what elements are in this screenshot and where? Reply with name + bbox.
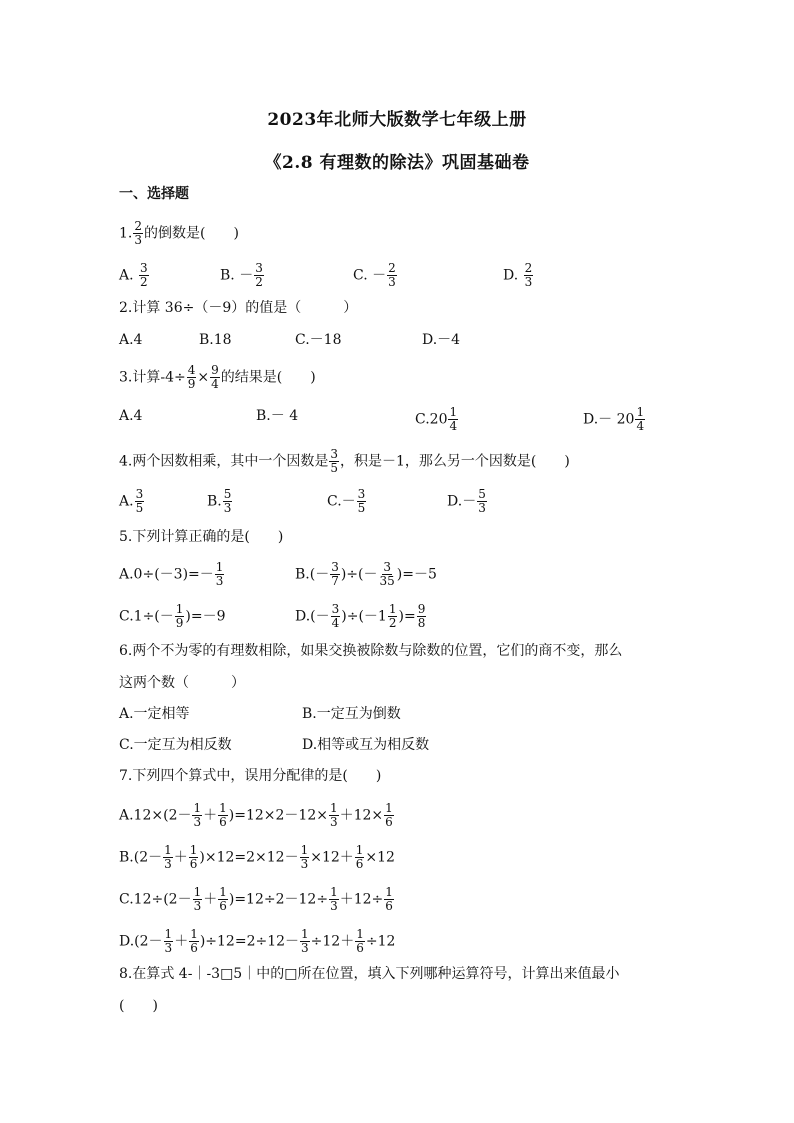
option-d[interactable]: D.(2－ $\frac{1}{3}$ ＋ $\frac{1}{6}$ )÷12=2÷12－ $\frac{1}{3}$ ÷12＋ $\frac{1}{6}$ ÷12 (119, 927, 396, 955)
option-a[interactable]: A. $\frac{3}{2}$ (119, 261, 148, 289)
worksheet-subtitle: 《2.8 有理数的除法》巩固基础卷 (264, 153, 530, 173)
question-1-options (119, 261, 719, 289)
question-1: 1. $\frac{2}{3}$ 的倒数是( ) (119, 219, 239, 247)
option-a[interactable]: A.0÷(－3)=－ $\frac{1}{3}$ (119, 560, 224, 588)
option-a[interactable]: A. $\frac{3}{5}$ (119, 487, 144, 515)
question-3: 3.计算-4÷ $\frac{4}{9}$ × $\frac{9}{4}$ 的结果是( ) (119, 363, 316, 391)
question-3-options (119, 405, 679, 433)
option-b[interactable]: B.一定互为倒数 (302, 706, 401, 722)
question-5: 5.下列计算正确的是( ) (119, 529, 284, 545)
option-a[interactable]: A.12×(2－ $\frac{1}{3}$ ＋ $\frac{1}{6}$ )=12×2－12× $\frac{1}{3}$ ＋12× $\frac{1}{6}$ (119, 801, 393, 829)
question-8-line-1: 8.在算式 4-｜-3□5｜中的□所在位置，填入下列哪种运算符号，计算出来值最小 (119, 966, 620, 982)
question-6-line-2: 这两个数（ ） (119, 675, 245, 691)
option-b[interactable]: B. $\frac{5}{3}$ (207, 487, 232, 515)
question-5-options-ab (119, 560, 679, 588)
option-a[interactable]: A.一定相等 (119, 706, 190, 722)
option-d[interactable]: D.－4 (422, 332, 461, 348)
option-c[interactable]: C.一定互为相反数 (119, 737, 232, 753)
option-b[interactable]: B. － $\frac{3}{2}$ (220, 261, 263, 289)
section-heading: 一、选择题 (119, 186, 189, 202)
fraction: $\frac{2}{3}$ (134, 219, 142, 247)
worksheet-title: 2023年北师大版数学七年级上册 (267, 110, 527, 130)
option-b[interactable]: B.18 (199, 332, 232, 348)
option-c[interactable]: C.－18 (295, 332, 342, 348)
option-d[interactable]: D. $\frac{2}{3}$ (503, 261, 533, 289)
question-7: 7.下列四个算式中，误用分配律的是( ) (119, 768, 382, 784)
question-2-options (119, 330, 719, 350)
question-6-options-cd (119, 735, 619, 755)
option-c[interactable]: C.－ $\frac{3}{5}$ (327, 487, 366, 515)
option-a[interactable]: A.4 (119, 332, 143, 348)
option-d[interactable]: D.相等或互为相反数 (302, 737, 430, 753)
question-2: 2.计算 36÷（－9）的值是（ ） (119, 300, 358, 316)
question-6-line-1: 6.两个不为零的有理数相除，如果交换被除数与除数的位置，它们的商不变，那么 (119, 643, 623, 659)
question-5-options-cd (119, 602, 679, 630)
question-4-options (119, 487, 619, 515)
option-b[interactable]: B.－ 4 (256, 408, 299, 424)
option-b[interactable]: B.(－ $\frac{3}{7}$ )÷(－ $\frac{3}{35}$ )=－5 (295, 560, 437, 588)
option-c[interactable]: C.20 $\frac{1}{4}$ (415, 405, 458, 433)
option-d[interactable]: D.(－ $\frac{3}{4}$ )÷(－1 $\frac{1}{2}$ )= $\frac{9}{8}$ (295, 602, 426, 630)
question-4: 4.两个因数相乘，其中一个因数是 $\frac{3}{5}$ ，积是－1，那么另一个因数是( ) (119, 447, 570, 475)
question-6-options-ab (119, 704, 619, 724)
question-8-line-2: ( ) (119, 998, 158, 1014)
option-c[interactable]: C. － $\frac{2}{3}$ (353, 261, 396, 289)
option-a[interactable]: A.4 (119, 408, 143, 424)
option-c[interactable]: C.12÷(2－ $\frac{1}{3}$ ＋ $\frac{1}{6}$ )=12÷2－12÷ $\frac{1}{3}$ ＋12÷ $\frac{1}{6}$ (119, 885, 393, 913)
option-d[interactable]: D.－ 20 $\frac{1}{4}$ (583, 405, 645, 433)
option-b[interactable]: B.(2－ $\frac{1}{3}$ ＋ $\frac{1}{6}$ )×12=2×12－ $\frac{1}{3}$ ×12＋ $\frac{1}{6}$ ×12 (119, 843, 395, 871)
option-d[interactable]: D.－ $\frac{5}{3}$ (447, 487, 486, 515)
option-c[interactable]: C.1÷(－ $\frac{1}{9}$ )=－9 (119, 602, 226, 630)
